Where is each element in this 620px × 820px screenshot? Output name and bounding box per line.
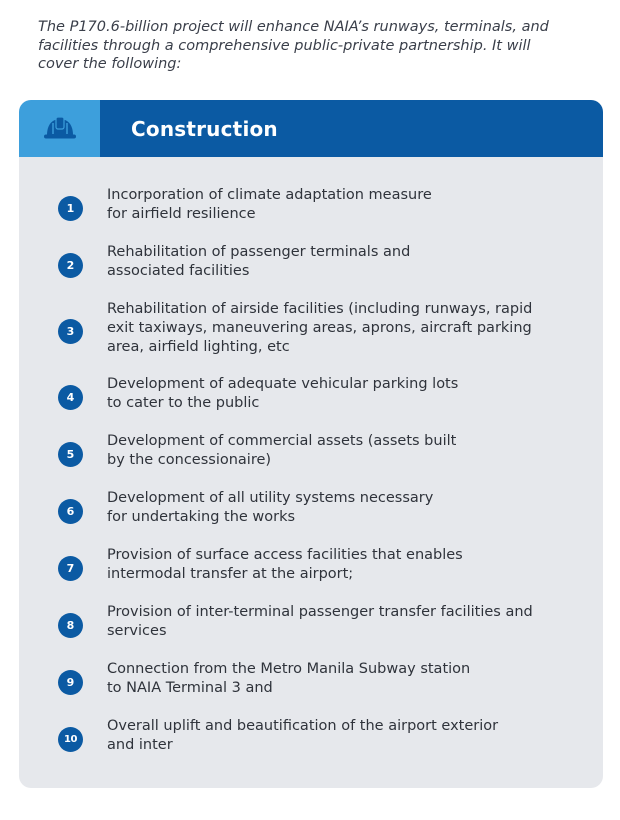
intro-line: cover the following: — [38, 56, 182, 72]
construction-list — [19, 100, 603, 788]
section-title: Construction — [131, 116, 278, 141]
item-text — [107, 300, 577, 357]
item-line: Incorporation of climate adaptation measure — [107, 187, 432, 203]
item-text — [107, 660, 577, 698]
item-number-badge: 2 — [58, 253, 83, 278]
item-line: for airfield resilience — [107, 206, 256, 222]
item-text — [107, 432, 577, 470]
construction-card — [19, 100, 603, 788]
item-line: Rehabilitation of airside facilities (including runways, rapid — [107, 301, 533, 317]
item-text — [107, 489, 577, 527]
intro-line: The P170.6-billion project will enhance NAIA’s runways, terminals, and — [38, 19, 549, 35]
intro-text — [38, 18, 598, 74]
item-line: to NAIA Terminal 3 and — [107, 680, 273, 696]
item-text — [107, 375, 577, 413]
item-line: Provision of inter-terminal passenger transfer facilities and — [107, 604, 533, 620]
item-line: Development of adequate vehicular parking lots — [107, 376, 459, 392]
item-number-badge: 9 — [58, 670, 83, 695]
item-text — [107, 546, 577, 584]
item-line: intermodal transfer at the airport; — [107, 566, 354, 582]
item-number-badge: 6 — [58, 499, 83, 524]
item-line: services — [107, 623, 167, 639]
item-number-badge: 3 — [58, 319, 83, 344]
item-number-badge: 1 — [58, 196, 83, 221]
item-text — [107, 717, 577, 755]
item-number-badge: 5 — [58, 442, 83, 467]
item-number-badge: 7 — [58, 556, 83, 581]
intro-line: facilities through a comprehensive public-private partnership. It will — [38, 37, 531, 54]
item-line: to cater to the public — [107, 395, 260, 411]
item-number-badge: 10 — [58, 727, 83, 752]
item-line: exit taxiways, maneuvering areas, aprons, aircraft parking — [107, 320, 532, 336]
item-line: for undertaking the works — [107, 509, 296, 525]
item-line: area, airfield lighting, etc — [107, 339, 290, 355]
item-text — [107, 243, 577, 281]
item-text — [107, 603, 577, 641]
item-line: Development of commercial assets (assets built — [107, 433, 457, 449]
item-line: Connection from the Metro Manila Subway station — [107, 661, 471, 677]
item-line: Overall uplift and beautification of the airport exterior — [107, 718, 499, 734]
item-line: and inter — [107, 737, 173, 753]
item-text — [107, 186, 577, 224]
item-line: by the concessionaire) — [107, 452, 272, 468]
item-line: Provision of surface access facilities that enables — [107, 547, 463, 563]
item-number-badge: 8 — [58, 613, 83, 638]
item-line: Rehabilitation of passenger terminals and — [107, 244, 411, 260]
item-line: associated facilities — [107, 263, 250, 279]
item-line: Development of all utility systems necessary — [107, 490, 434, 506]
item-number-badge: 4 — [58, 385, 83, 410]
